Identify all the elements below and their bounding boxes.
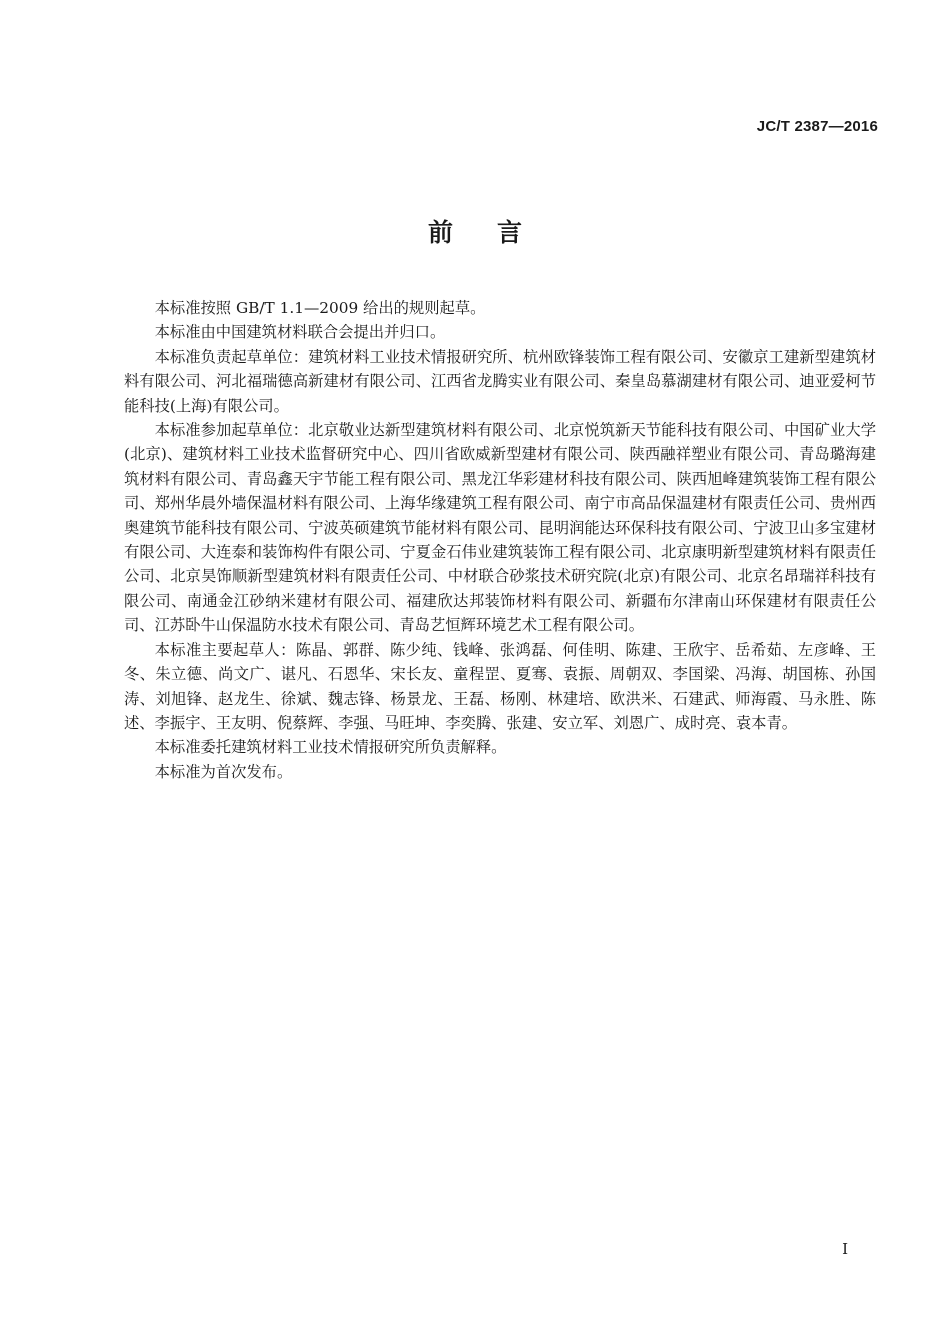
page-number: I	[842, 1240, 848, 1258]
paragraph-responsible-units: 本标准负责起草单位：建筑材料工业技术情报研究所、杭州欧锋装饰工程有限公司、安徽京工建新型建筑材料有限公司、河北福瑞德高新建材有限公司、江西省龙腾实业有限公司、秦皇岛慕湖建材有限公司、迪亚爱柯节能科技(上海)有限公司。	[124, 347, 876, 415]
paragraph-main-drafters: 本标准主要起草人：陈晶、郭群、陈少纯、钱峰、张鸿磊、何佳明、陈建、王欣宇、岳希茹、左彦峰、王冬、朱立德、尚文广、谌凡、石恩华、宋长友、童程罡、夏骞、袁振、周朝双、李国梁、冯海、胡国栋、孙国涛、刘旭锋、赵龙生、徐斌、魏志锋、杨景龙、王磊、杨刚、林建培、欧洪米、石建武、师海霞、马永胜、陈述、李振宇、王友明、倪蔡辉、李强、马旺坤、李奕腾、张建、安立军、刘恩广、成时亮、袁本青。	[124, 640, 876, 732]
paragraph-proposer: 本标准由中国建筑材料联合会提出并归口。	[154, 323, 446, 342]
paragraph-interpretation: 本标准委托建筑材料工业技术情报研究所负责解释。	[154, 738, 507, 757]
standard-number: JC/T 2387—2016	[756, 118, 878, 135]
paragraph-first-release: 本标准为首次发布。	[154, 762, 293, 781]
page-title: 前言	[427, 218, 566, 247]
paragraph-drafting-rules: 本标准按照 GB/T 1.1—2009 给出的规则起草。	[154, 299, 486, 317]
paragraph-participating-units: 本标准参加起草单位：北京敬业达新型建筑材料有限公司、北京悦筑新天节能科技有限公司、中国矿业大学(北京)、建筑材料工业技术监督研究中心、四川省欧威新型建材有限公司、陕西融祥塑业有限公司、青岛璐海建筑材料有限公司、青岛鑫天宇节能工程有限公司、黑龙江华彩建材科技有限公司、陕西旭峰建筑装饰工程有限公司、郑州华晨外墙保温材料有限公司、上海华缘建筑工程有限公司、南宁市高品保温建材有限责任公司、贵州西奥建筑节能科技有限公司、宁波英硕建筑节能材料有限公司、昆明润能达环保科技有限公司、宁波卫山多宝建材有限公司、大连泰和装饰构件有限公司、宁夏金石伟业建筑装饰工程有限公司、北京康明新型建筑材料有限责任公司、北京昊饰顺新型建筑材料有限责任公司、中材联合砂浆技术研究院(北京)有限公司、北京名昂瑞祥科技有限公司、南通金江砂纳米建材有限公司、福建欣达邦装饰材料有限公司、新疆布尔津南山环保建材有限责任公司、江苏卧牛山保温防水技术有限公司、青岛艺恒辉环境艺术工程有限公司。	[124, 421, 876, 635]
preface-body	[124, 296, 876, 784]
